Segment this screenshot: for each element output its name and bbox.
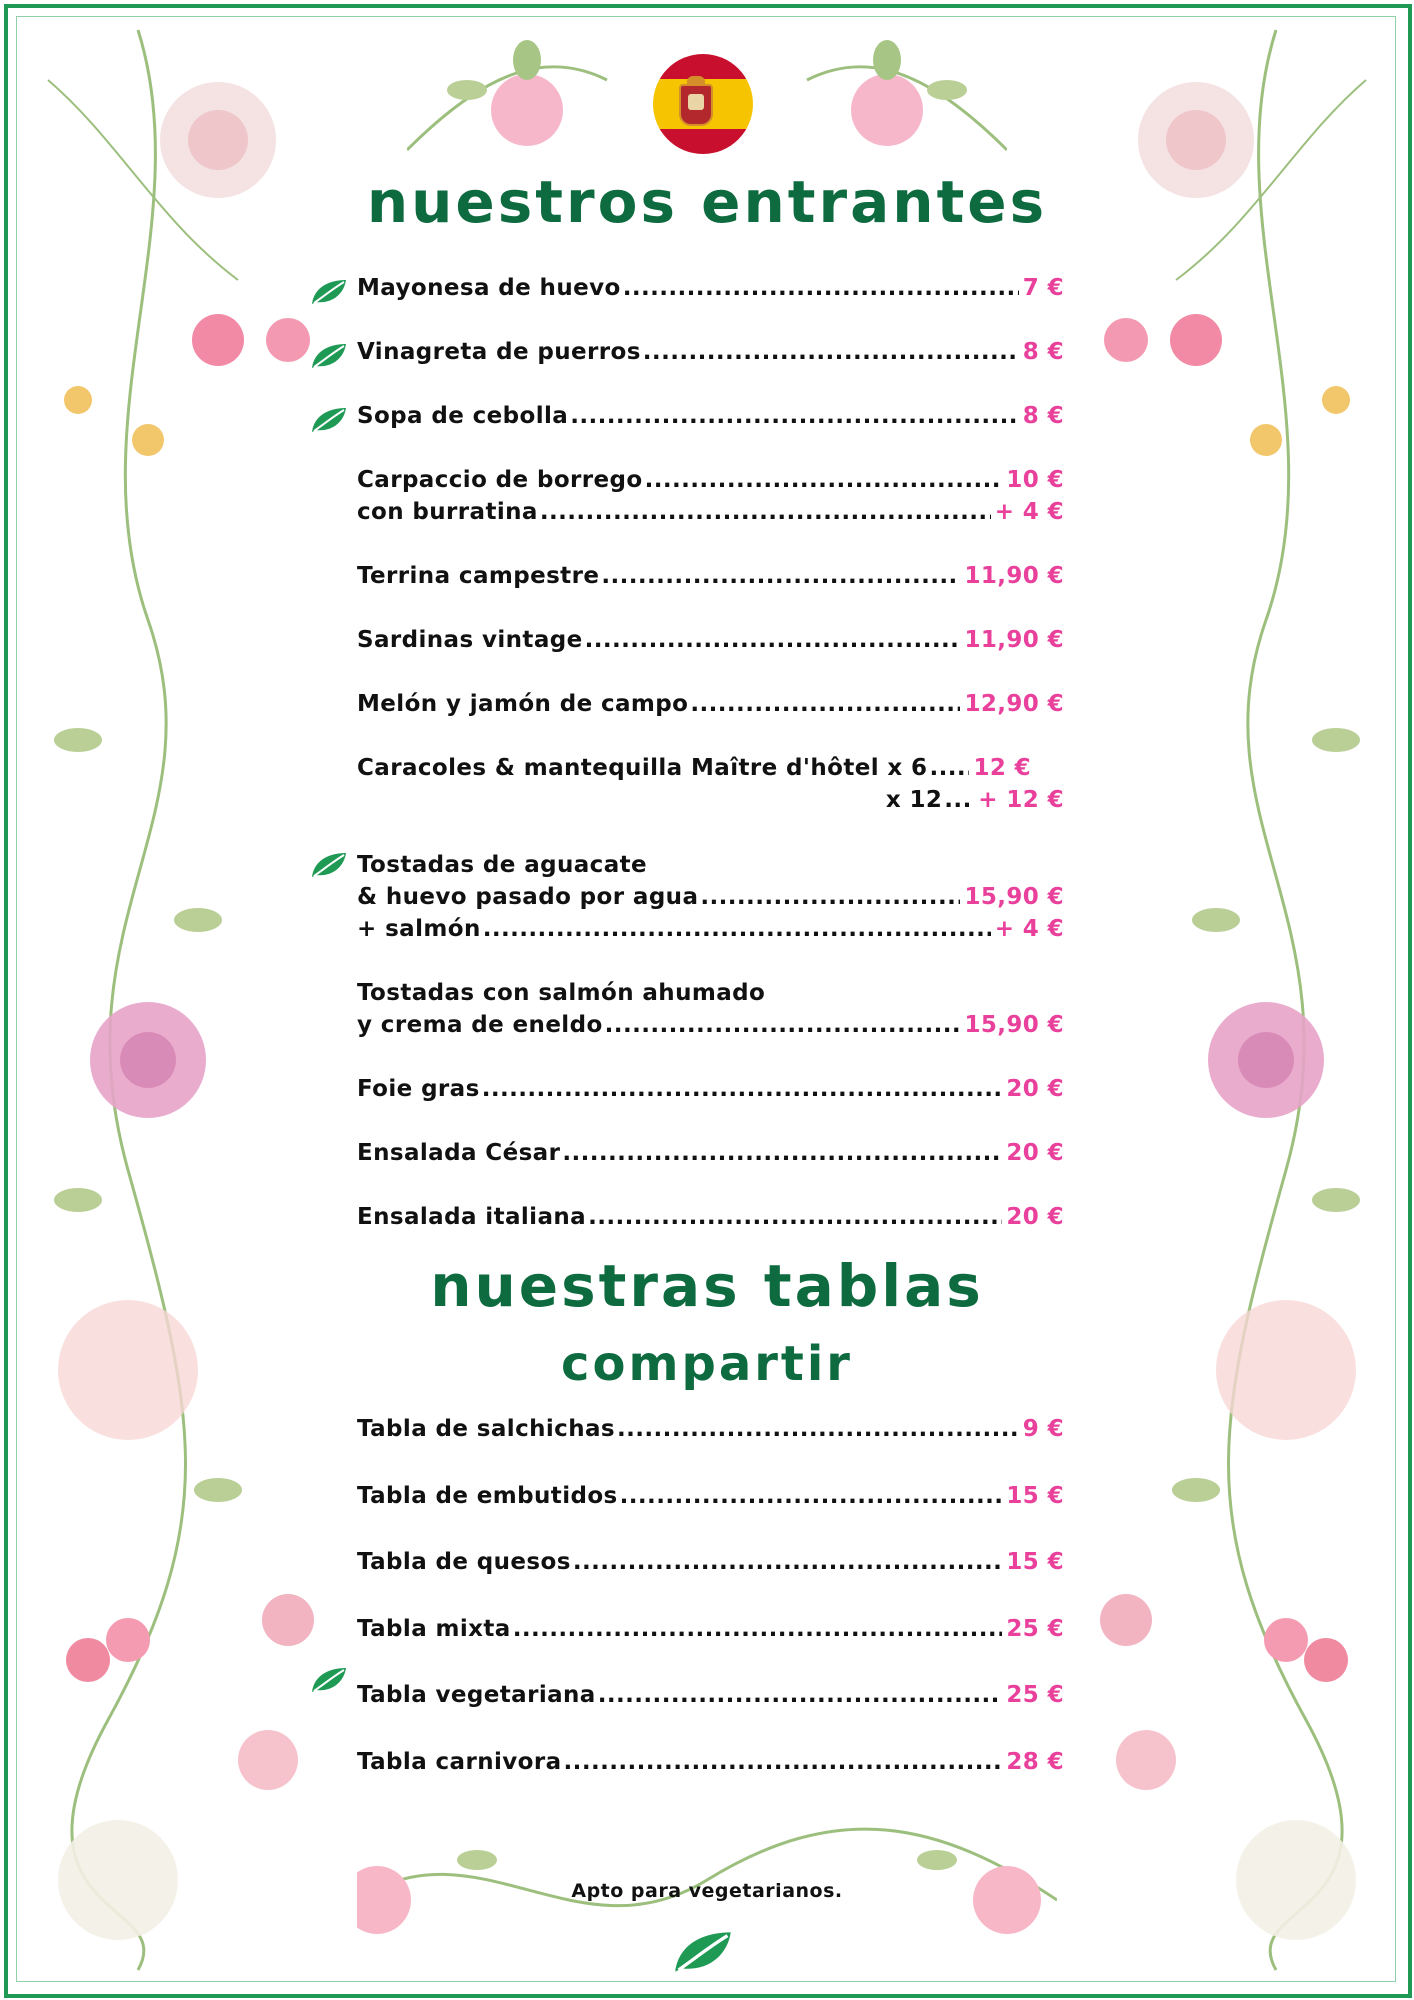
menu-item-option: con burratina ..... + 4 € — [357, 497, 1064, 527]
floral-decoration-left — [18, 20, 318, 1980]
spain-flag-icon[interactable] — [653, 54, 753, 154]
menu-item: Vinagreta de puerros ..... 8 € — [357, 337, 1064, 367]
menu-item: Foie gras ..... 20 € — [357, 1074, 1064, 1104]
menu-item: Tabla de salchichas ..... 9 € — [357, 1414, 1064, 1444]
tablas-title: nuestras tablas — [430, 1252, 984, 1320]
menu-item-option: x 12 ..... + 12 € — [357, 785, 1064, 815]
menu-item: y crema de eneldo ..... 15,90 € — [357, 1010, 1064, 1040]
menu-item: Tostadas de aguacate — [357, 852, 648, 878]
vegetarian-leaf-icon — [310, 851, 348, 879]
tablas-subtitle: compartir — [561, 1336, 853, 1392]
menu-item: Tostadas con salmón ahumado — [357, 980, 766, 1006]
menu-item: Sardinas vintage ..... 11,90 € — [357, 625, 1064, 655]
menu-item: Sopa de cebolla ..... 8 € — [357, 401, 1064, 431]
menu-item: Ensalada italiana ..... 20 € — [357, 1202, 1064, 1232]
menu-item: Tabla de embutidos ..... 15 € — [357, 1481, 1064, 1511]
menu-item: Melón y jamón de campo ..... 12,90 € — [357, 689, 1064, 719]
menu-item: Tabla de quesos ..... 15 € — [357, 1547, 1064, 1577]
menu-item: Ensalada César ..... 20 € — [357, 1138, 1064, 1168]
menu-item: Caracoles & mantequilla Maître d'hôtel x 6 ..... 12 € — [357, 753, 1064, 783]
entrantes-title: nuestros entrantes — [366, 168, 1048, 236]
footnote-vegetarian: Apto para vegetarianos. — [571, 1880, 843, 1902]
menu-item: Carpaccio de borrego ..... 10 € — [357, 465, 1064, 495]
menu-item: Tabla mixta ..... 25 € — [357, 1614, 1064, 1644]
menu-item-option: + salmón ..... + 4 € — [357, 914, 1064, 944]
menu-item: & huevo pasado por agua ..... 15,90 € — [357, 882, 1064, 912]
menu-item: Tabla carnivora ..... 28 € — [357, 1747, 1064, 1777]
vegetarian-leaf-icon — [310, 342, 348, 370]
vegetarian-leaf-icon — [672, 1928, 734, 1976]
floral-decoration-right — [1096, 20, 1396, 1980]
menu-item: Mayonesa de huevo ..... 7 € — [357, 273, 1064, 303]
menu-item: Tabla vegetariana ..... 25 € — [357, 1680, 1064, 1710]
vegetarian-leaf-icon — [310, 406, 348, 434]
menu-item: Terrina campestre ..... 11,90 € — [357, 561, 1064, 591]
vegetarian-leaf-icon — [310, 1666, 348, 1694]
vegetarian-leaf-icon — [310, 278, 348, 306]
